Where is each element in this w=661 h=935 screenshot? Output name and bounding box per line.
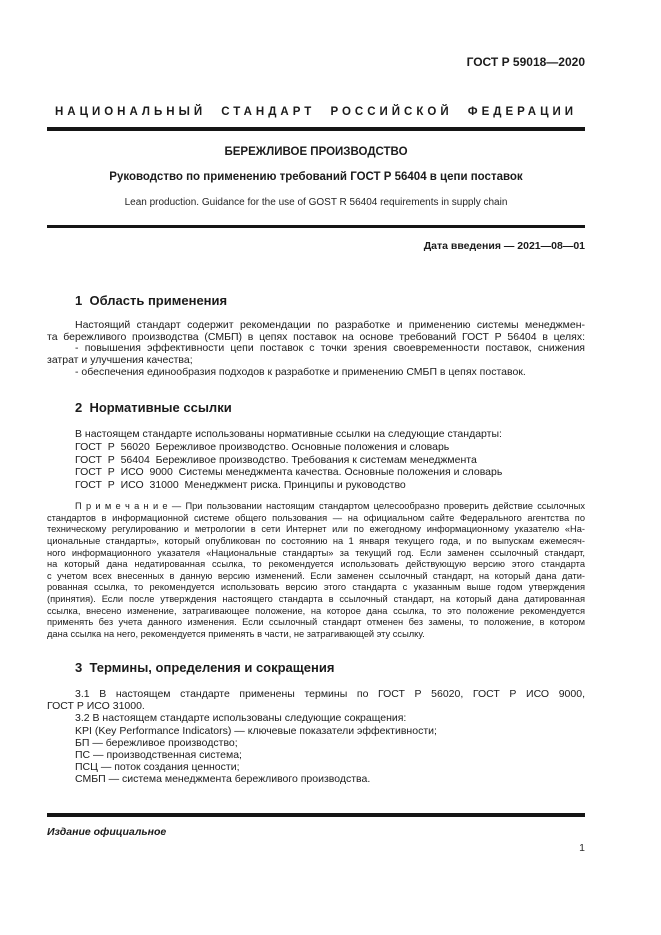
- section-1-heading: 1 Область применения: [75, 293, 228, 308]
- text-line: ссылка, внесено изменение, затрагивающее положение, на которое дана ссылка, то это положение рекомендуется: [47, 605, 585, 616]
- section-1-body: [47, 320, 585, 378]
- text-line: ГОСТ Р 56020 Бережливое производство. Основные положения и словарь: [75, 440, 450, 453]
- text-line: применять без учета данного изменения. Если ссылочный стандарт отменен без замены, то положение, в котором: [47, 617, 585, 628]
- text-line: СМБП — система менеджмента бережливого производства.: [75, 773, 371, 786]
- section-2-note: [47, 501, 585, 641]
- text-line: KPI (Key Performance Indicators) — ключевые показатели эффективности;: [75, 724, 437, 737]
- national-standard-banner: НАЦИОНАЛЬНЫЙ СТАНДАРТ РОССИЙСКОЙ ФЕДЕРАЦИИ: [54, 106, 578, 118]
- page-number: 1: [579, 842, 585, 854]
- effective-date: Дата введения — 2021—08—01: [423, 240, 585, 252]
- text-line: Настоящий стандарт содержит рекомендации по разработке и применению системы менеджмен-: [75, 319, 585, 331]
- text-line: ГОСТ Р ИСО 9000 Системы менеджмента качества. Основные положения и словарь: [75, 466, 503, 479]
- text-line: циональные стандарты», который опубликован по состоянию на 1 января текущего года, и по выпускам ежемесяч-: [47, 535, 585, 546]
- title-rule: [47, 225, 585, 228]
- text-line: - обеспечения единообразия подходов к разработке и применению СМБП в цепях поставок.: [75, 365, 526, 378]
- title-ru-sub: Руководство по применению требований ГОСТ Р 56404 в цепи поставок: [109, 171, 523, 183]
- text-line: ГОСТ Р 56404 Бережливое производство. Требования к системам менеджмента: [75, 453, 477, 466]
- text-line: В настоящем стандарте использованы нормативные ссылки на следующие стандарты:: [75, 428, 502, 440]
- text-line: - повышения эффективности цепи поставок с точки зрения своевременности поставок, снижения: [75, 342, 585, 355]
- text-line: (принятия). Если после утверждения настоящего стандарта в ссылочный стандарт, на который дана датированная: [47, 594, 585, 605]
- section-3-heading: 3 Термины, определения и сокращения: [75, 660, 335, 675]
- title-en: Lean production. Guidance for the use of GOST R 56404 requirements in supply chain: [124, 197, 508, 208]
- text-line: на который дана недатированная ссылка, то рекомендуется использовать действующую версию этого стандарта: [47, 559, 585, 570]
- doc-number: ГОСТ Р 59018—2020: [466, 55, 585, 69]
- text-line: стандартов в информационной системе общего пользования — на официальном сайте Федерального агентства по: [47, 512, 585, 523]
- text-line: ПС — производственная система;: [75, 748, 242, 761]
- section-2-heading: 2 Нормативные ссылки: [75, 400, 232, 415]
- text-line: 3.2 В настоящем стандарте использованы следующие сокращения:: [75, 712, 407, 725]
- text-line: дана ссылка на него, рекомендуется применять в части, не затрагивающей эту ссылку.: [47, 629, 425, 640]
- text-line: та бережливого производства (СМБП) в цепях поставок на основе требований ГОСТ Р 56404 в целях:: [47, 330, 585, 343]
- text-line: ГОСТ Р ИСО 31000.: [47, 700, 145, 713]
- text-line: ного информационного указателя «Национальные стандарты» за текущий год. Если заменен ссылочный стандарт,: [47, 547, 585, 558]
- footer-rule: [47, 813, 585, 817]
- header-rule: [47, 127, 585, 131]
- text-line: затрат и улучшения качества;: [47, 354, 193, 367]
- text-line: ГОСТ Р ИСО 31000 Менеджмент риска. Принципы и руководство: [75, 479, 406, 492]
- text-line: БП — бережливое производство;: [75, 736, 238, 749]
- text-line: с учетом всех внесенных в данную версию изменений. Если заменен ссылочный стандарт, на который дана дати-: [47, 570, 585, 581]
- text-line: техническому регулированию и метрологии в сети Интернет или по ежегодному информационному указателю «На-: [47, 524, 585, 535]
- section-3-body: [47, 688, 585, 786]
- text-line: ПСЦ — поток создания ценности;: [75, 761, 240, 774]
- section-2-body: [47, 428, 585, 492]
- text-line: 3.1 В настоящем стандарте применены термины по ГОСТ Р 56020, ГОСТ Р ИСО 9000,: [75, 688, 585, 700]
- title-ru-main: БЕРЕЖЛИВОЕ ПРОИЗВОДСТВО: [224, 146, 408, 158]
- text-line: П р и м е ч а н и е — При пользовании настоящим стандартом целесообразно проверить действие ссылочных: [75, 501, 585, 511]
- edition-note: Издание официальное: [47, 826, 167, 838]
- text-line: рованная ссылка, то рекомендуется использовать версию этого стандарта с указанным выше годом утверждения: [47, 582, 585, 593]
